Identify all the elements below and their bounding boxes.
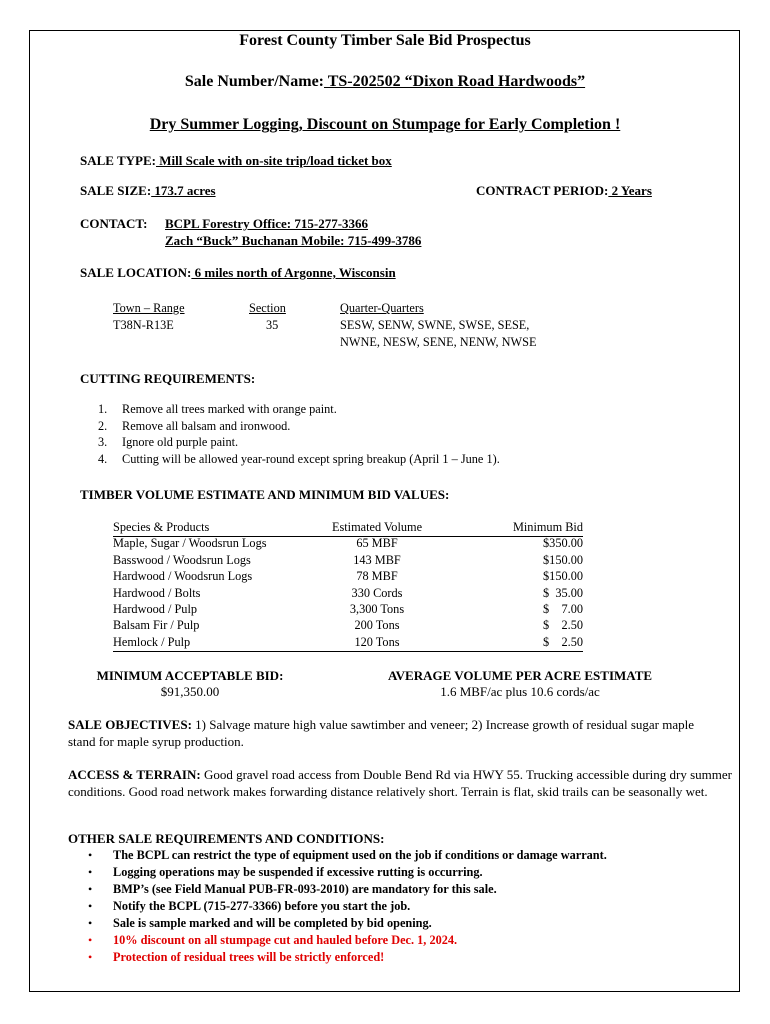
document-title: Forest County Timber Sale Bid Prospectus — [239, 32, 531, 49]
volume-cell: 200 Tons — [354, 618, 400, 633]
contract-period-label: CONTRACT PERIOD: — [476, 183, 609, 198]
sale-location-value: 6 miles north of Argonne, Wisconsin — [191, 265, 396, 280]
sale-type-value: Mill Scale with on-site trip/load ticket box — [155, 153, 392, 168]
bullet-icon: • — [88, 899, 93, 913]
sale-location-label: SALE LOCATION: — [80, 265, 192, 280]
list-item — [88, 848, 708, 865]
species-cell: Maple, Sugar / Woodsrun Logs — [113, 536, 267, 551]
list-item-warning — [88, 950, 708, 967]
species-cell: Hardwood / Pulp — [113, 601, 198, 616]
other-requirements-list — [88, 848, 708, 967]
species-cell: Basswood / Woodsrun Logs — [113, 552, 251, 567]
sale-number-value: TS-202502 “Dixon Road Hardwoods” — [324, 73, 586, 90]
table-row — [113, 553, 593, 569]
list-item-text: Remove all balsam and ironwood. — [122, 418, 291, 433]
volume-cell: 78 MBF — [356, 569, 398, 584]
min-bid-cell: $ 35.00 — [543, 585, 583, 600]
volume-heading: TIMBER VOLUME ESTIMATE AND MINIMUM BID VALUES: — [80, 487, 450, 502]
list-number: 3. — [98, 435, 108, 449]
header-volume: Estimated Volume — [331, 520, 423, 534]
header-species: Species & Products — [113, 520, 210, 534]
objectives-label: SALE OBJECTIVES: — [68, 717, 192, 732]
list-item-text: Sale is sample marked and will be completed by bid opening. — [113, 916, 432, 930]
location-section: 35 — [266, 318, 279, 332]
sale-tagline: Dry Summer Logging, Discount on Stumpage for Early Completion ! — [149, 116, 621, 133]
table-row — [113, 586, 593, 602]
table-row — [113, 618, 593, 634]
sale-location — [80, 265, 396, 281]
bullet-icon: • — [88, 865, 93, 879]
location-town-range: T38N-R13E — [113, 318, 174, 332]
list-item-text: The BCPL can restrict the type of equipment used on the job if conditions or damage warrant. — [113, 848, 607, 862]
list-item — [88, 865, 708, 882]
access-terrain — [68, 767, 733, 800]
min-bid-label: MINIMUM ACCEPTABLE BID: — [96, 668, 284, 683]
list-item-text: Remove all trees marked with orange paint. — [122, 402, 337, 416]
contact-mobile: Zach “Buck” Buchanan Mobile: 715-499-3786 — [165, 233, 422, 248]
table-row — [113, 635, 593, 651]
min-bid-cell: $150.00 — [543, 552, 583, 567]
location-qq-line-2: NWNE, NESW, SENE, NENW, NWSE — [340, 335, 537, 349]
sale-objectives — [68, 717, 713, 750]
bullet-icon: • — [88, 916, 93, 930]
list-item-warning — [88, 933, 708, 950]
list-item — [88, 882, 708, 899]
list-item-text: Ignore old purple paint. — [122, 435, 239, 449]
volume-cell: 65 MBF — [356, 536, 398, 551]
table-row — [113, 602, 593, 618]
contract-period — [476, 183, 652, 199]
other-heading: OTHER SALE REQUIREMENTS AND CONDITIONS: — [68, 831, 385, 846]
avg-volume-value: 1.6 MBF/ac plus 10.6 cords/ac — [440, 684, 600, 699]
min-bid-cell: $ 7.00 — [543, 601, 583, 616]
sale-number-label: Sale Number/Name: — [184, 73, 324, 90]
sale-size-value: 173.7 acres — [151, 183, 216, 198]
sale-number-line — [30, 73, 740, 91]
list-item-text: Cutting will be allowed year-round except spring breakup (April 1 – June 1). — [122, 451, 500, 466]
list-number: 1. — [98, 402, 108, 416]
objectives-text: 1) Salvage mature high value sawtimber and veneer; 2) Increase growth of residual sugar maple stand for maple syrup production. — [68, 717, 695, 749]
location-header-section: Section — [249, 301, 286, 315]
bullet-icon: • — [88, 950, 93, 964]
location-header-quarter-quarters: Quarter-Quarters — [340, 301, 424, 315]
volume-cell: 120 Tons — [354, 634, 400, 649]
location-qq-line-1: SESW, SENW, SWNE, SWSE, SESE, — [340, 318, 530, 332]
discount-notice: 10% discount on all stumpage cut and hauled before Dec. 1, 2024. — [113, 933, 458, 947]
volume-cell: 3,300 Tons — [349, 601, 405, 616]
access-label: ACCESS & TERRAIN: — [68, 767, 201, 782]
list-number: 4. — [98, 451, 108, 466]
location-header-town-range: Town – Range — [113, 301, 185, 315]
list-item-text: Logging operations may be suspended if excessive rutting is occurring. — [113, 865, 483, 879]
contact-office: BCPL Forestry Office: 715-277-3366 — [165, 216, 369, 231]
sale-type — [80, 153, 392, 169]
list-item — [88, 899, 708, 916]
list-item-text: BMP’s (see Field Manual PUB-FR-093-2010) are mandatory for this sale. — [113, 882, 497, 896]
contact-label: CONTACT: — [80, 216, 148, 231]
min-bid-cell: $ 2.50 — [543, 634, 583, 649]
table-row — [113, 569, 593, 585]
species-cell: Hardwood / Bolts — [113, 585, 201, 600]
avg-volume-label: AVERAGE VOLUME PER ACRE ESTIMATE — [387, 668, 653, 683]
species-cell: Balsam Fir / Pulp — [113, 618, 200, 633]
min-bid-cell: $150.00 — [543, 569, 583, 584]
list-number: 2. — [98, 418, 108, 433]
species-cell: Hemlock / Pulp — [113, 634, 191, 649]
list-item — [88, 916, 708, 933]
volume-cell: 330 Cords — [351, 585, 403, 600]
residual-trees-notice: Protection of residual trees will be strictly enforced! — [113, 950, 385, 964]
min-bid-value: $91,350.00 — [160, 684, 220, 699]
table-header-row — [113, 520, 593, 536]
volume-table — [113, 520, 593, 651]
bullet-icon: • — [88, 882, 93, 896]
min-bid-cell: $ 2.50 — [543, 618, 583, 633]
volume-cell: 143 MBF — [353, 552, 401, 567]
min-bid-cell: $350.00 — [543, 536, 583, 551]
bullet-icon: • — [88, 848, 93, 862]
table-row — [113, 536, 593, 552]
table-bottom-rule — [113, 651, 583, 652]
cutting-heading: CUTTING REQUIREMENTS: — [80, 371, 256, 386]
bullet-icon: • — [88, 933, 93, 947]
species-cell: Hardwood / Woodsrun Logs — [113, 569, 253, 584]
header-min-bid: Minimum Bid — [512, 520, 583, 534]
access-text: Good gravel road access from Double Bend Rd via HWY 55. Trucking accessible during dry summer conditions. Good road network makes forwarding distance relatively short. Terrain is flat, skid trails can be seasonally wet. — [68, 767, 733, 799]
sale-size — [80, 183, 216, 199]
contract-period-value: 2 Years — [608, 183, 652, 198]
list-item-text: Notify the BCPL (715-277-3366) before you start the job. — [113, 899, 411, 913]
sale-type-label: SALE TYPE: — [80, 153, 156, 168]
sale-size-label: SALE SIZE: — [80, 183, 152, 198]
